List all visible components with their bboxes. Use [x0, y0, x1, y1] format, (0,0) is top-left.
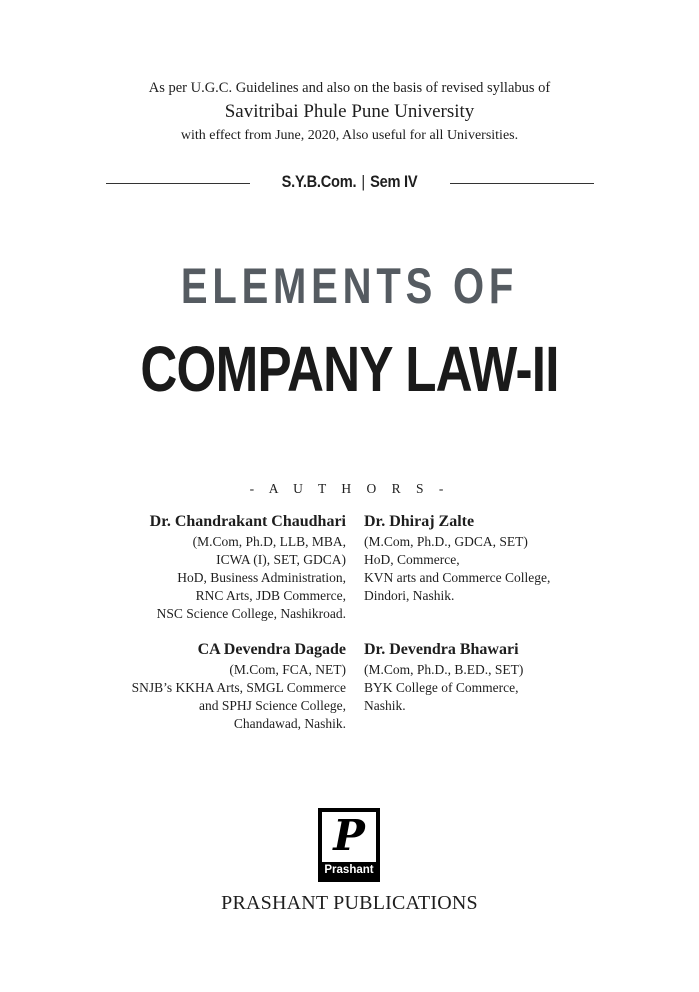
author-detail: (M.Com, Ph.D., B.ED., SET): [364, 662, 524, 677]
author-name: CA Devendra Dagade: [197, 641, 346, 658]
author-detail: NSC Science College, Nashikroad.: [156, 606, 346, 621]
authors-heading: - A U T H O R S -: [249, 481, 450, 496]
author-block-zalte: [364, 513, 664, 605]
author-detail: ICWA (I), SET, GDCA): [216, 552, 346, 567]
author-detail: Dindori, Nashik.: [364, 588, 455, 603]
author-detail: (M.Com, Ph.D., GDCA, SET): [364, 534, 528, 549]
book-title-line-2: COMPANY LAW-II: [140, 333, 559, 405]
university-name: Savitribai Phule Pune University: [224, 101, 475, 122]
divider-right: [450, 183, 594, 184]
author-detail: RNC Arts, JDB Commerce,: [195, 588, 346, 603]
book-title-line-1: ELEMENTS OF: [180, 258, 519, 314]
logo-p-mark-icon: P: [333, 811, 365, 860]
author-block-dagade: [46, 641, 346, 733]
author-detail: BYK College of Commerce,: [364, 680, 519, 695]
publisher-name: PRASHANT PUBLICATIONS: [221, 892, 478, 914]
author-detail: (M.Com, Ph.D, LLB, MBA,: [192, 534, 346, 549]
author-block-chaudhari: [46, 513, 346, 623]
publisher-logo: [318, 808, 380, 882]
author-detail: SNJB’s KKHA Arts, SMGL Commerce: [131, 680, 346, 695]
author-name: Dr. Dhiraj Zalte: [364, 513, 475, 530]
course-level: [49, 172, 650, 192]
author-detail: HoD, Commerce,: [364, 552, 460, 567]
course-semester: Sem IV: [370, 172, 418, 191]
author-block-bhawari: [364, 641, 664, 715]
course-separator: |: [361, 172, 365, 191]
author-detail: Nashik.: [364, 698, 406, 713]
author-name: Dr. Devendra Bhawari: [364, 641, 519, 658]
author-detail: KVN arts and Commerce College,: [364, 570, 551, 585]
intro-line-1: As per U.G.C. Guidelines and also on the basis of revised syllabus of: [148, 80, 551, 96]
author-detail: HoD, Business Administration,: [177, 570, 346, 585]
intro-line-2: with effect from June, 2020, Also useful for all Universities.: [180, 128, 519, 143]
author-detail: (M.Com, FCA, NET): [229, 662, 346, 677]
course-class: S.Y.B.Com.: [281, 172, 357, 191]
author-name: Dr. Chandrakant Chaudhari: [149, 513, 346, 530]
author-detail: and SPHJ Science College,: [199, 698, 346, 713]
author-detail: Chandawad, Nashik.: [233, 716, 346, 731]
logo-emblem: [322, 812, 376, 862]
logo-text: Prashant: [324, 864, 374, 876]
